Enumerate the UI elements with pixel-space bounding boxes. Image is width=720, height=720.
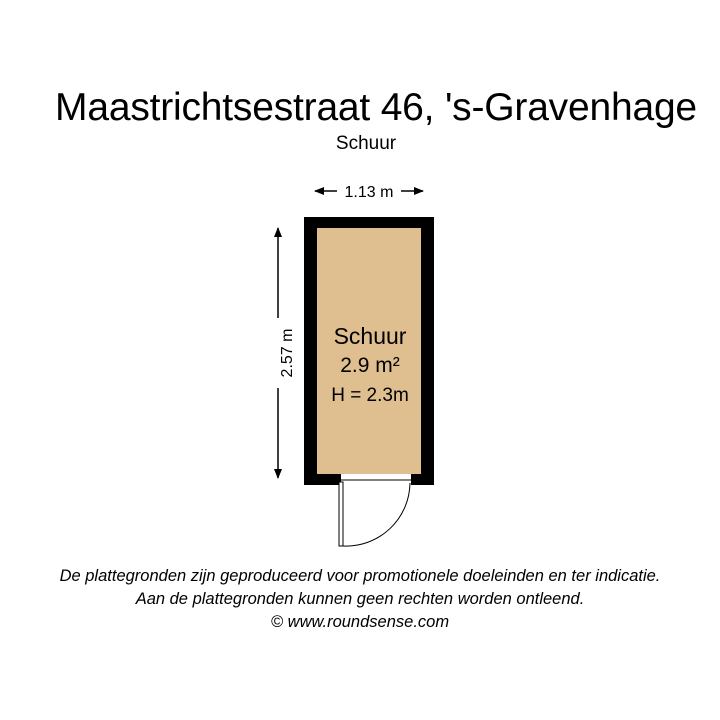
disclaimer-line-2: Aan de plattegronden kunnen geen rechten worden ontleend. (135, 590, 585, 608)
copyright-line: © www.roundsense.com (270, 613, 450, 631)
length-dimension-label: 2.57 m (279, 328, 296, 378)
room-height-label: H = 2.3m (331, 385, 409, 406)
width-dimension (315, 184, 423, 201)
width-dimension-label: 1.13 m (344, 184, 394, 201)
door-leaf (339, 482, 343, 546)
length-dimension (278, 228, 296, 478)
room-area-label: 2.9 m² (340, 354, 400, 377)
floor-subtitle: Schuur (335, 133, 397, 154)
page-title: Maastrichtsestraat 46, 's-Gravenhage (55, 86, 697, 129)
door-swing-arc (343, 483, 410, 546)
door[interactable] (339, 480, 411, 546)
room-name-label: Schuur (333, 323, 407, 349)
room-floor (317, 228, 421, 474)
disclaimer-line-1: De plattegronden zijn geproduceerd voor promotionele doeleinden en ter indicatie. (59, 567, 661, 585)
